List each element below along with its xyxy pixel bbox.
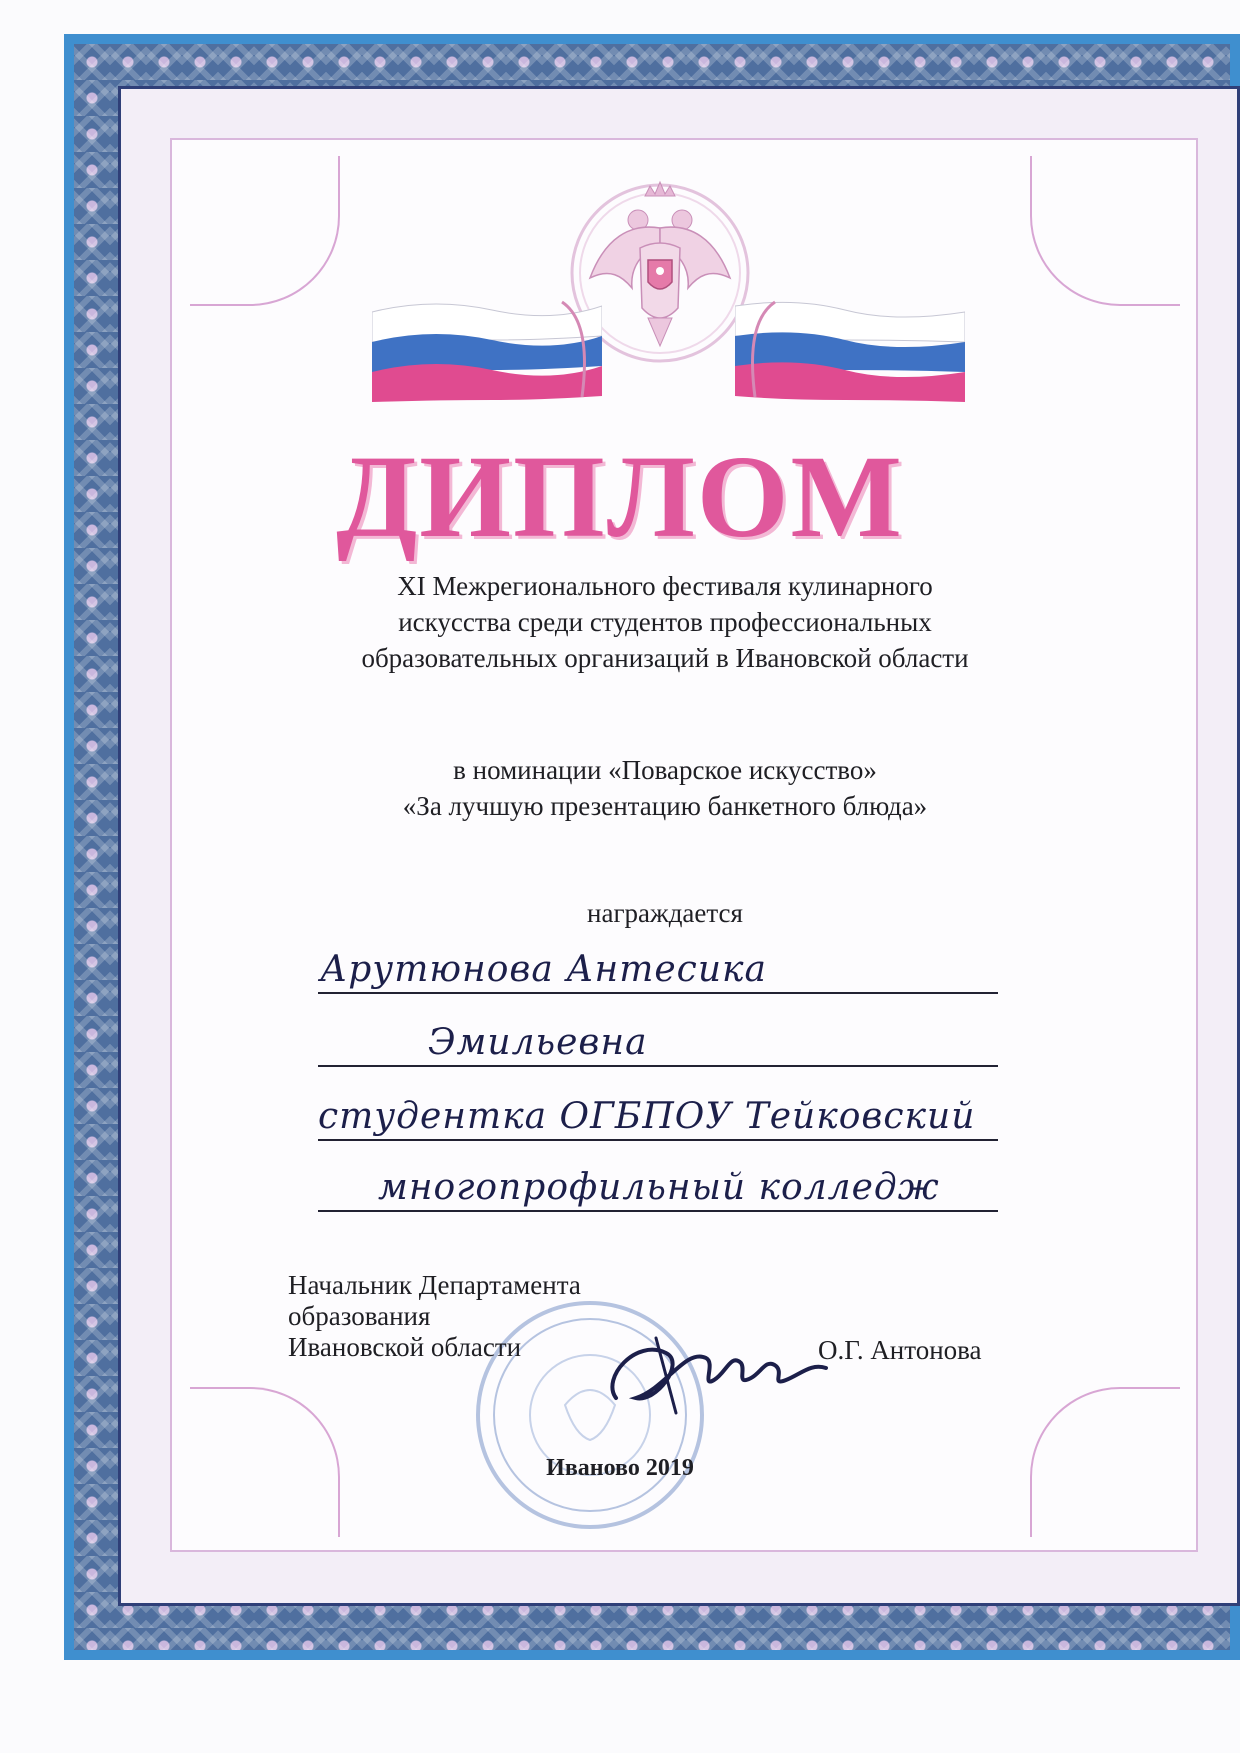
- signer-position: [288, 1270, 581, 1363]
- signer-line: образования: [288, 1301, 431, 1331]
- recipient-line: [318, 942, 998, 994]
- festival-description: [230, 568, 1100, 676]
- festival-line: образовательных организаций в Ивановской области: [361, 643, 969, 673]
- flag-ribbon-left-icon: [372, 292, 602, 402]
- handwritten-signature-icon: [596, 1318, 836, 1428]
- signer-name: О.Г. Антонова: [818, 1335, 982, 1365]
- signer-line: Начальник Департамента: [288, 1270, 581, 1300]
- nomination-line: в номинации «Поварское искусство»: [453, 755, 877, 785]
- diploma-title: ДИПЛОМ: [336, 431, 904, 562]
- flag-ribbon-right-icon: [735, 292, 965, 402]
- nomination: [230, 752, 1100, 824]
- recipient-name-handwritten: Арутюнова Антесика: [320, 949, 767, 990]
- recipient-line: [318, 1015, 998, 1067]
- recipient-line: [318, 1160, 998, 1212]
- awarded-label: награждается: [587, 898, 743, 928]
- festival-line: XI Межрегионального фестиваля кулинарного: [397, 571, 933, 601]
- signer-line: Ивановской области: [288, 1332, 522, 1362]
- place-and-year: Иваново 2019: [546, 1455, 694, 1481]
- recipient-institution-handwritten: многопрофильный колледж: [378, 1167, 940, 1208]
- recipient-patronymic-handwritten: Эмильевна: [428, 1022, 648, 1063]
- recipient-line: [318, 1089, 998, 1141]
- recipient-status-handwritten: студентка ОГБПОУ Тейковский: [318, 1096, 976, 1137]
- nomination-line: «За лучшую презентацию банкетного блюда»: [402, 791, 928, 821]
- festival-line: искусства среди студентов профессиональных: [398, 607, 932, 637]
